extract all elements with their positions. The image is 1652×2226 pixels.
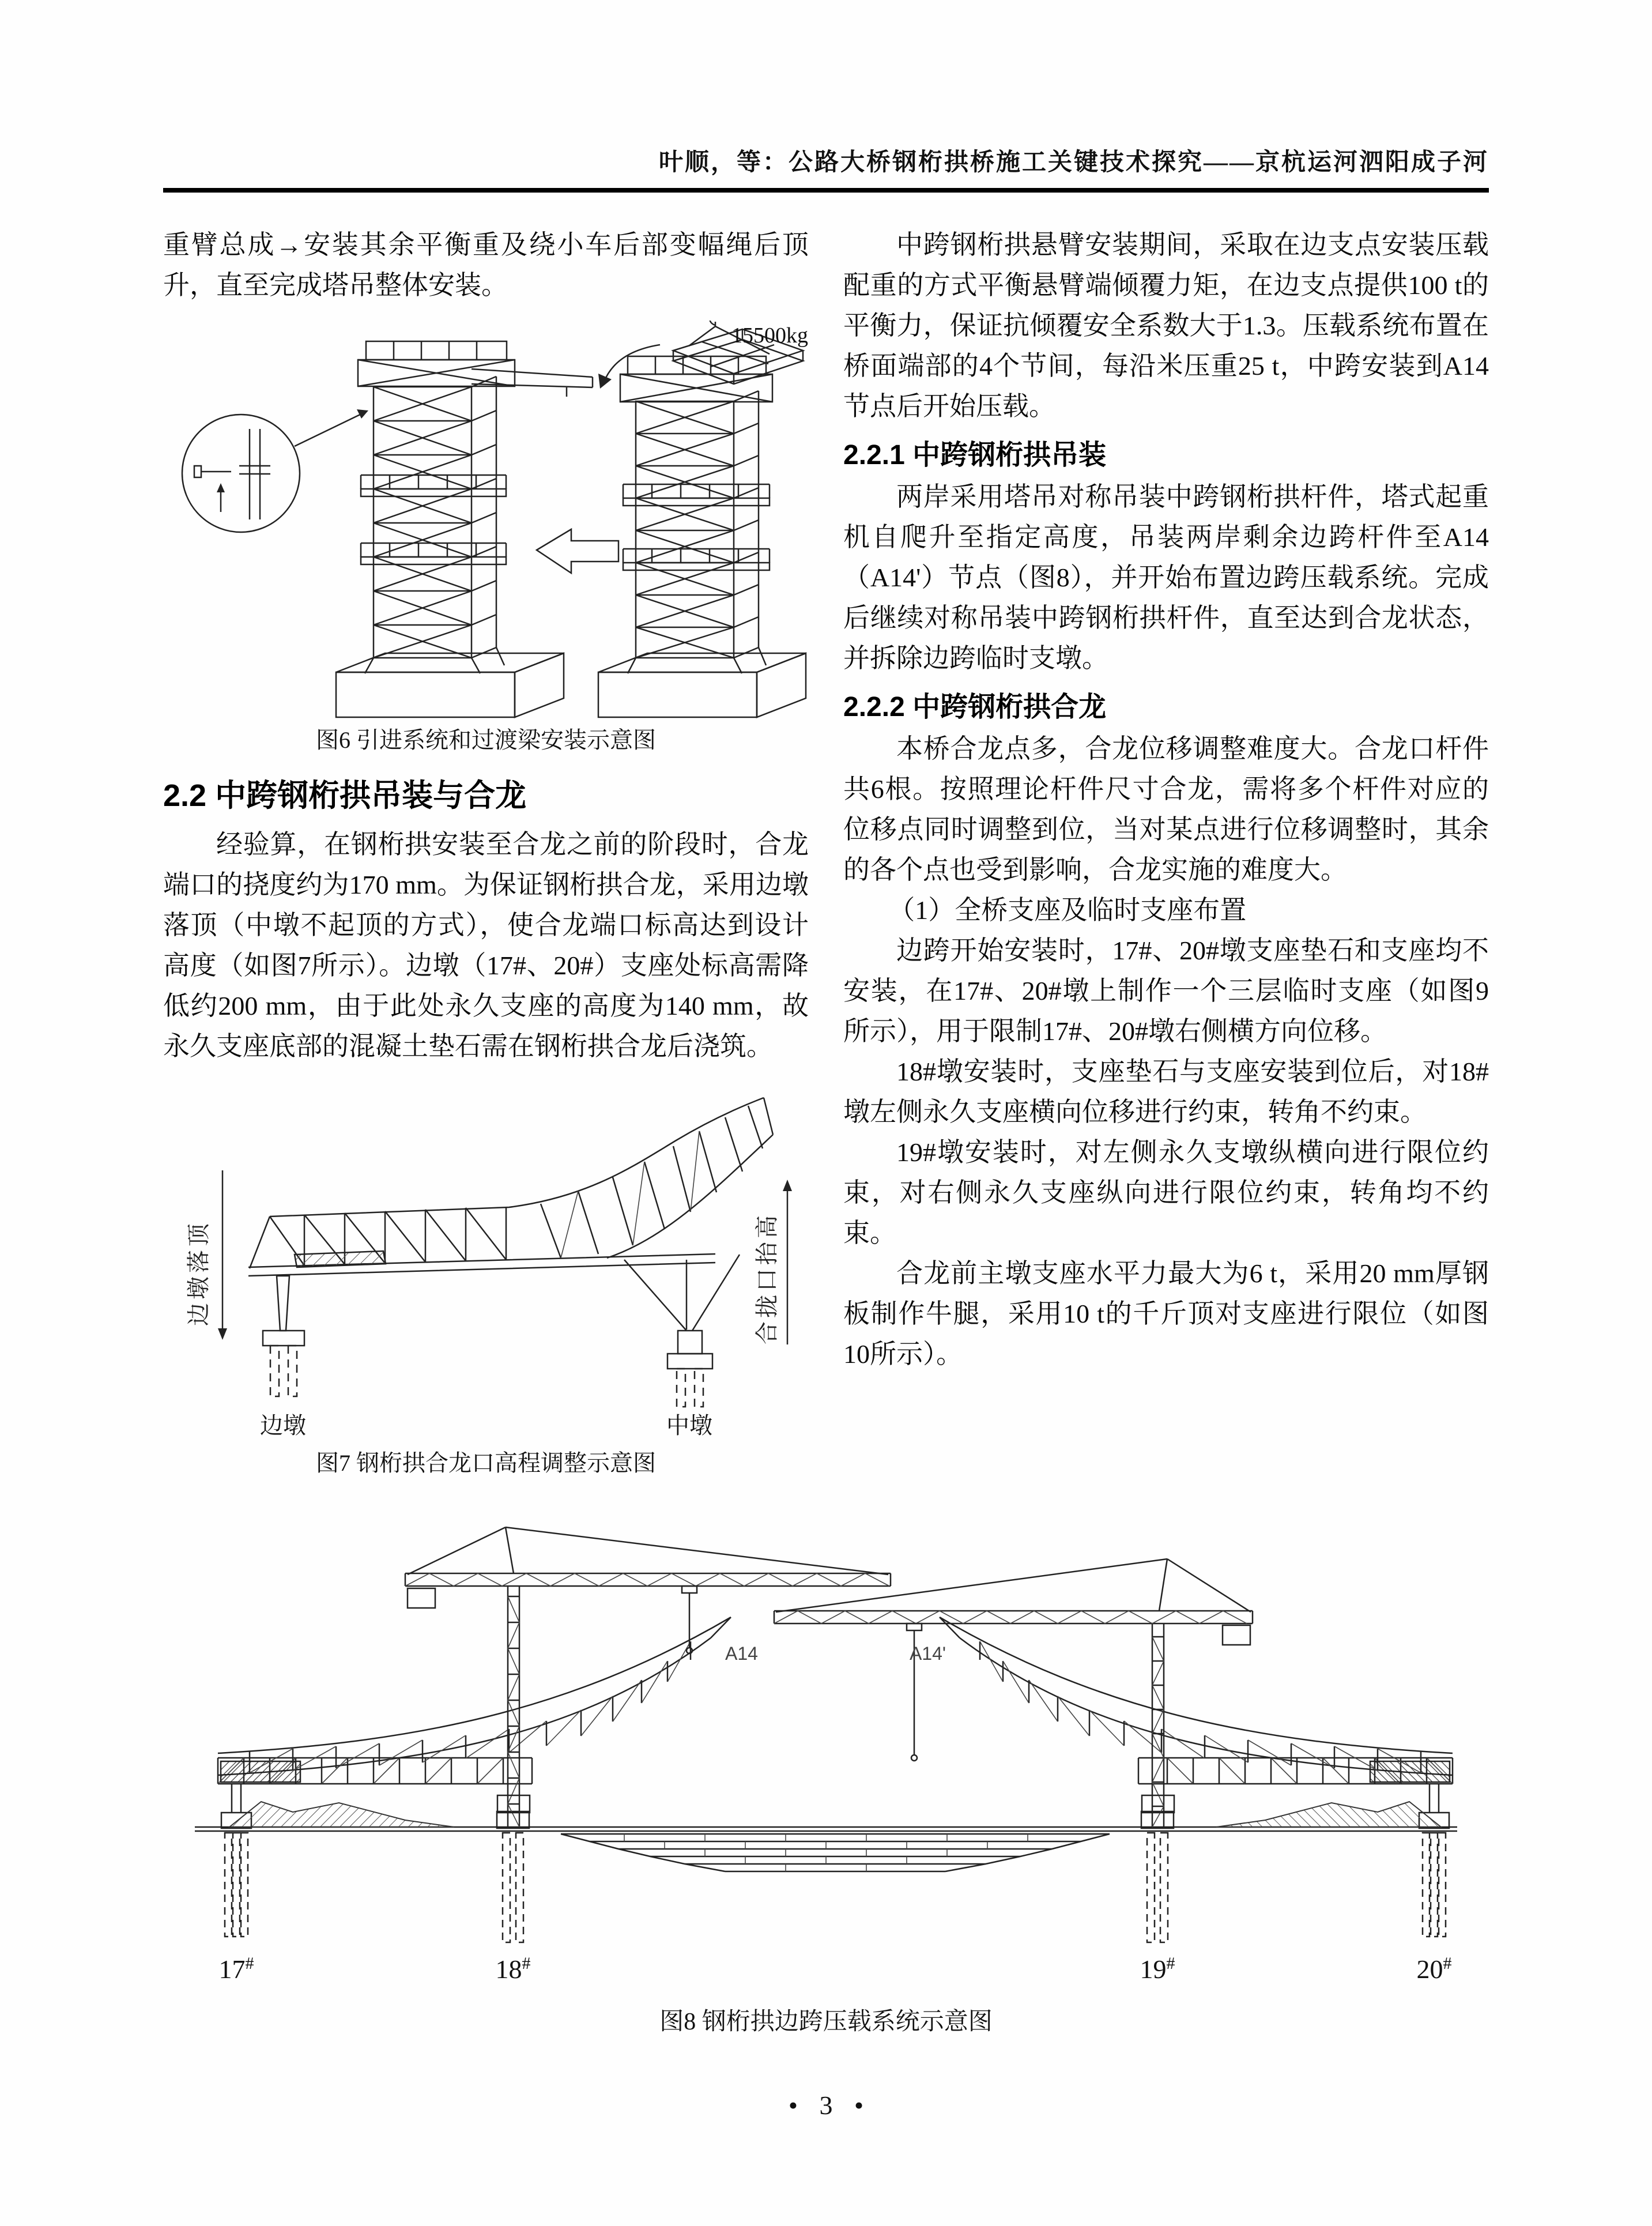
pier-label-17: 17# <box>218 1954 254 1984</box>
pier-label-20: 20# <box>1416 1954 1452 1984</box>
fig7-label-left: 边墩落顶 <box>186 1220 212 1326</box>
paragraph: 本桥合龙点多，合龙位移调整难度大。合龙口杆件共6根。按照理论杆件尺寸合龙，需将多个杆件对应的位移点同时调整到位，当对某点进行位移调整时，其余的各个点也受到影响，合龙实施的难度大。 <box>843 734 1489 884</box>
list-item: （1）全桥支座及临时支座布置 <box>888 895 1247 925</box>
section-heading-2-2-1: 2.2.1 中跨钢桁拱吊装 <box>843 440 1107 470</box>
fig8-node-a14-label: A14 <box>725 1643 758 1664</box>
page-number: • 3 • <box>788 2091 864 2120</box>
section-heading-2-2-2: 2.2.2 中跨钢桁拱合龙 <box>843 692 1107 722</box>
figure-8-caption: 图8 钢桁拱边跨压载系统示意图 <box>659 2009 993 2035</box>
paragraph: 合龙前主墩支座水平力最大为6 t，采用20 mm厚钢板制作牛腿，采用10 t的千斤顶对支座进行限位（如图10所示）。 <box>843 1259 1489 1369</box>
paragraph: 中跨钢桁拱悬臂安装期间，采取在边支点安装压载配重的方式平衡悬臂端倾覆力矩，在边支点提供100 t的平衡力，保证抗倾覆安全系数大于1.3。压载系统布置在桥面端部的4个节间，每沿米压重25 t，中跨安装到A14节点后开始压载。 <box>843 230 1489 421</box>
header-rule <box>163 188 1489 193</box>
figure-6-drawing <box>163 321 809 718</box>
paragraph-continuation: 重臂总成→安装其余平衡重及绕小车后部变幅绳后顶升，直至完成塔吊整体安装。 <box>163 230 809 300</box>
figure-7-drawing <box>163 1084 809 1441</box>
figure-7-caption: 图7 钢桁拱合龙口高程调整示意图 <box>316 1450 656 1476</box>
figure-6-caption: 图6 引进系统和过渡梁安装示意图 <box>316 727 656 753</box>
fig6-weight-label: 15500kg <box>731 323 808 348</box>
paragraph: 18#墩安装时，支座垫石与支座安装到位后，对18#墩左侧永久支座横向位移进行约束，转角不约束。 <box>843 1057 1489 1127</box>
right-column <box>843 225 1489 1483</box>
fig8-node-a14p-label: A14' <box>909 1643 946 1664</box>
header-title: 叶顺，等：公路大桥钢桁拱桥施工关键技术探究——京杭运河泗阳成子河 <box>658 149 1489 176</box>
two-column-body <box>163 225 1489 1483</box>
paragraph: 两岸采用塔吊对称吊装中跨钢桁拱杆件，塔式起重机自爬升至指定高度，吊装两岸剩余边跨杆件至A14（A14'）节点（图8），并开始布置边跨压载系统。完成后继续对称吊装中跨钢桁拱杆件，直至达到合龙状态，并拆除边跨临时支墩。 <box>843 482 1489 673</box>
figure-8 <box>163 1504 1489 2037</box>
section-heading-2-2: 2.2 中跨钢桁拱吊装与合龙 <box>163 778 527 813</box>
paragraph: 19#墩安装时，对左侧永久支墩纵横向进行限位约束，对右侧永久支座纵向进行限位约束，转角均不约束。 <box>843 1138 1489 1248</box>
paragraph: 经验算，在钢桁拱安装至合龙之前的阶段时，合龙端口的挠度约为170 mm。为保证钢桁拱合龙，采用边墩落顶（中墩不起顶的方式），使合龙端口标高达到设计高度（如图7所示）。边墩（17#、20#）支座处标高需降低约200 mm，由于此处永久支座的高度为140 mm，故永久支座底部的混凝土垫石需在钢桁拱合龙后浇筑。 <box>163 830 809 1061</box>
figure-8-drawing <box>163 1504 1489 2000</box>
figure-6 <box>163 321 809 755</box>
fig7-pier-left-label: 边墩 <box>260 1413 306 1438</box>
left-column <box>163 225 809 1483</box>
figure-7 <box>163 1084 809 1478</box>
fig7-pier-mid-label: 中墩 <box>666 1413 712 1438</box>
running-header <box>163 0 1489 193</box>
pier-label-19: 19# <box>1140 1954 1175 1984</box>
fig7-label-right: 合拢口抬高 <box>754 1212 780 1344</box>
paragraph: 边跨开始安装时，17#、20#墩支座垫石和支座均不安装，在17#、20#墩上制作一个三层临时支座（如图9所示），用于限制17#、20#墩右侧横方向位移。 <box>843 936 1489 1046</box>
pier-label-18: 18# <box>495 1954 531 1984</box>
